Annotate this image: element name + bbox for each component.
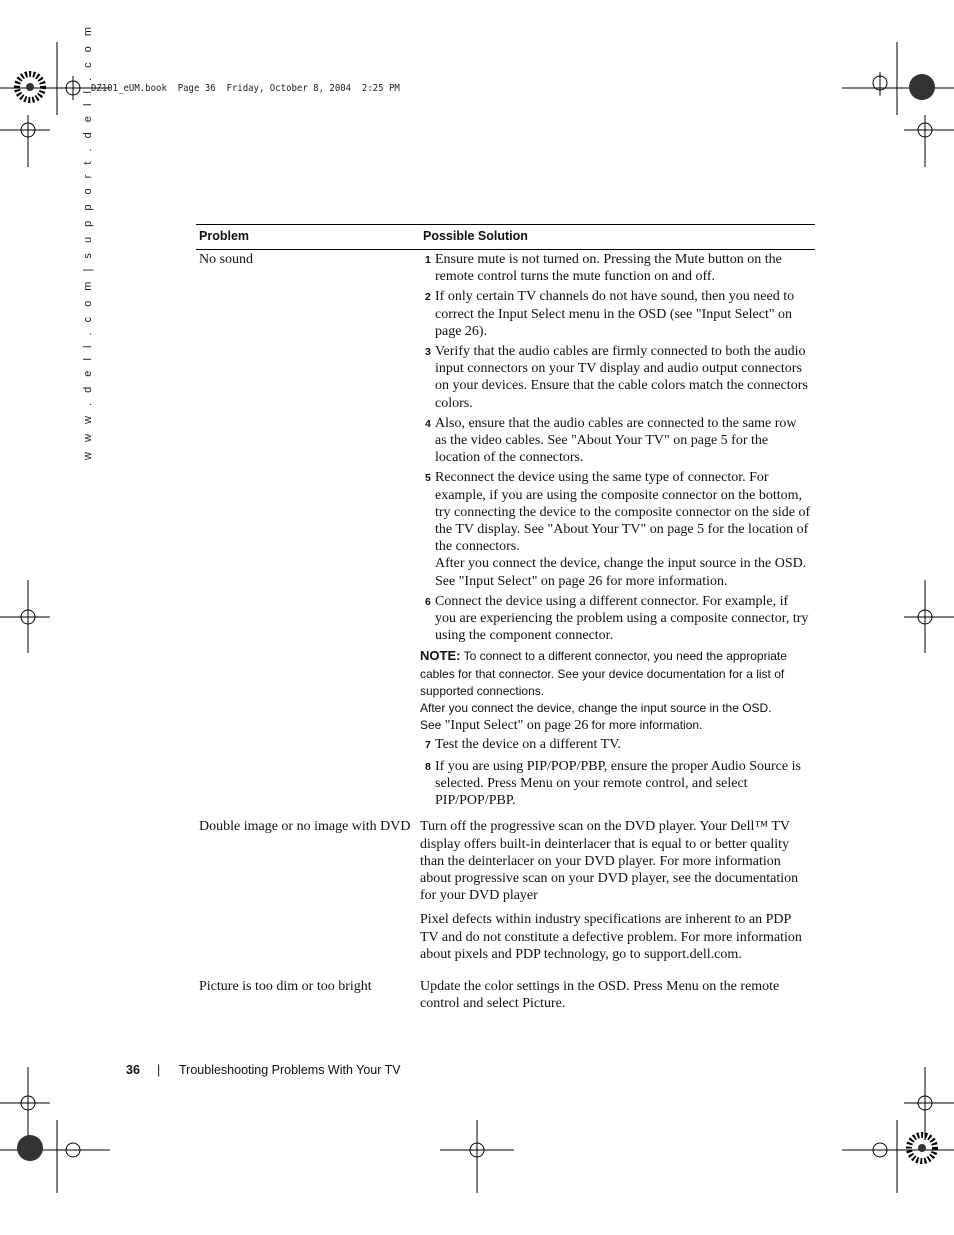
list-item: 5 Reconnect the device using the same type of connector. For example, if you are using the composite connector on the bottom, try connecting the device to the composite connector on the side of the TV display. See "About Your TV" on page 5 for the location of the connectors. After you connect the device, change the input source in the OSD. See "Input Select" on page 26 for more information.	[425, 470, 811, 589]
table-header	[196, 224, 815, 250]
table-row	[196, 978, 815, 1012]
note-block: NOTE: To connect to a different connector, you need the appropriate cables for that connector. See your device documentation for a list of supported connections. After you connect the device, change the input source in the OSD. See "Input Select" on page 26 for more information.	[420, 648, 787, 734]
list-item: 2 If only certain TV channels do not have sound, then you need to correct the Input Select menu in the OSD (see "Input Select" on page 26).	[425, 289, 795, 339]
chapter-title: Troubleshooting Problems With Your TV	[179, 1063, 401, 1077]
table-row	[196, 818, 815, 970]
solution-cell: Turn off the progressive scan on the DVD player. Your Dell™ TV display offers built-in deinterlacer that is equal to or better quality than the deinterlacer on your DVD player. For more information about progressive scan on your DVD player, see the documentation for your DVD player Pixel defects within industry specifications are inherent to an PDP TV and do not constitute a defective problem. For more information about pixels and PDP technology, go to support.dell.com.	[420, 819, 802, 962]
problem-cell: No sound	[199, 252, 254, 267]
list-item: 6 Connect the device using a different connector. For example, if you are experiencing the problem using a composite connector, try using the component connector.	[425, 593, 809, 644]
solution-cell: Update the color settings in the OSD. Press Menu on the remote control and select Picture.	[420, 978, 780, 1012]
header-problem: Problem	[199, 229, 250, 243]
list-item: 4 Also, ensure that the audio cables are connected to the same row as the video cables. See "About Your TV" on page 5 for the location of the connectors.	[425, 415, 797, 466]
note-label: NOTE:	[420, 648, 461, 664]
print-header: DZ101_eUM.book Page 36 Friday, October 8, 2004 2:25 PM	[91, 83, 400, 94]
troubleshooting-table	[196, 224, 815, 1012]
problem-cell: Double image or no image with DVD	[199, 819, 411, 835]
footer-separator: |	[157, 1063, 161, 1077]
list-item: 8 If you are using PIP/POP/PBP, ensure the proper Audio Source is selected. Press Menu on your remote control, and select PIP/POP/PBP.	[425, 758, 801, 809]
note-text: To connect to a different connector, you need the appropriate cables for that connector. See your device documentation for a list of supported connections.	[420, 649, 787, 698]
header-solution: Possible Solution	[423, 229, 528, 243]
list-item: 3 Verify that the audio cables are firmly connected to both the audio input connectors on your TV display and audio output connectors on your devices. Ensure that the cable colors match the connectors colors.	[425, 344, 808, 411]
list-item: 7 Test the device on a different TV.	[425, 737, 622, 753]
sidebar-url: w w w . d e l l . c o m | s u p p o r t . d e l l . c o m	[82, 23, 94, 460]
table-row	[196, 251, 815, 812]
problem-cell: Picture is too dim or too bright	[199, 978, 372, 994]
list-item: 1 Ensure mute is not turned on. Pressing the Mute button on the remote control turns the mute function on and off.	[425, 252, 782, 285]
page-number: 36	[126, 1063, 140, 1077]
solution-cell	[420, 251, 815, 812]
